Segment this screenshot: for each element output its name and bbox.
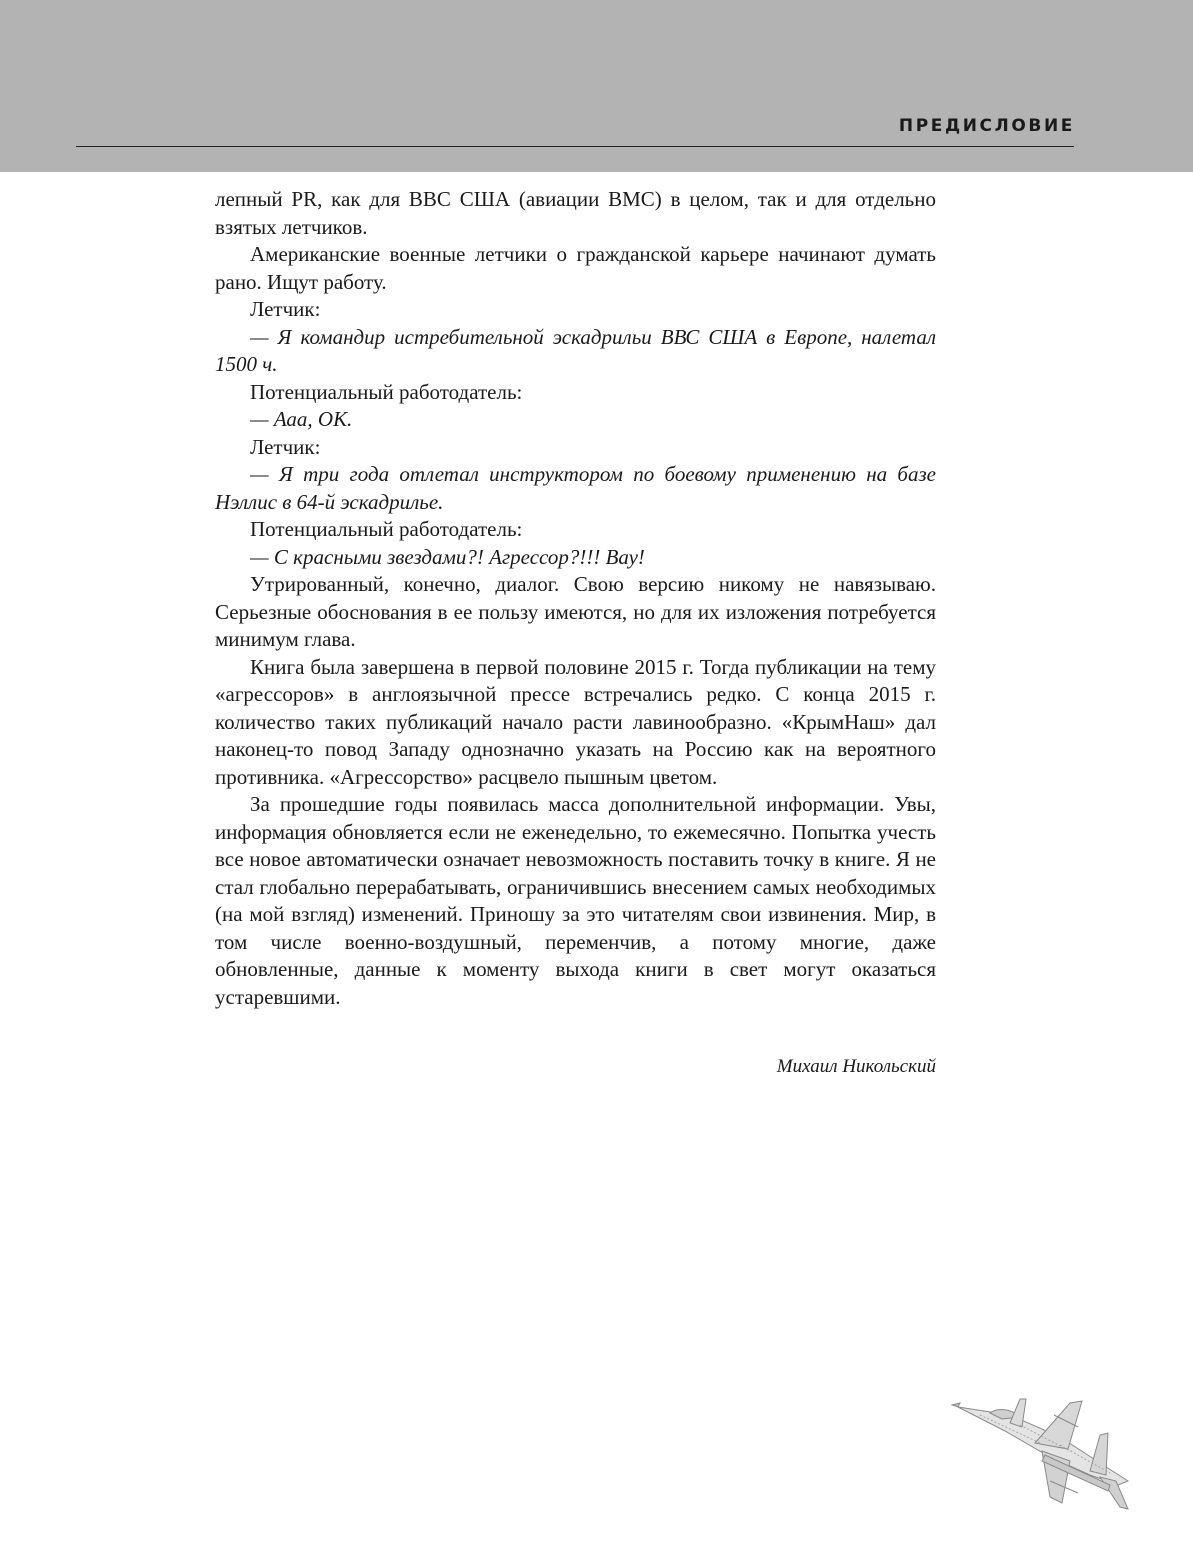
dialogue-line: — Ааа, ОК. bbox=[250, 407, 353, 431]
dialogue-line: — Я три года отлетал инструктором по боевому применению на базе Нэллис в 64-й эскадрилье. bbox=[215, 462, 936, 514]
paragraph: Американские военные летчики о гражданской карьере начинают думать рано. Ищут работу. bbox=[215, 242, 936, 294]
fighter-jet-icon bbox=[950, 1385, 1140, 1520]
header-rule bbox=[76, 146, 1074, 147]
speaker-label: Летчик: bbox=[250, 297, 321, 321]
dialogue-line: — Я командир истребительной эскадрильи ВВС США в Европе, налетал 1500 ч. bbox=[215, 324, 936, 376]
dialogue-line: — С красными звездами?! Агрессор?!!! Вау! bbox=[250, 544, 645, 569]
section-title: ПРЕДИСЛОВИЕ bbox=[898, 116, 1075, 136]
paragraph: Утрированный, конечно, диалог. Свою версию никому не навязываю. Серьезные обоснования в ее пользу имеются, но для их изложения потребуется минимум глава. bbox=[215, 572, 936, 651]
speaker-label: Потенциальный работодатель: bbox=[250, 379, 523, 404]
speaker-label: Летчик: bbox=[250, 434, 321, 459]
paragraph-continuation: лепный PR, как для ВВС США (авиации ВМС) в целом, так и для отдельно взятых летчиков. bbox=[215, 187, 936, 239]
speaker-label: Потенциальный работодатель: bbox=[250, 517, 523, 541]
paragraph: Книга была завершена в первой половине 2015 г. Тогда публикации на тему «агрессоров» в англоязычной прессе встречались редко. С конца 2015 г. количество таких публикаций начало расти лавинообразно. «КрымНаш» дал наконец-то повод Западу однозначно указать на Россию как на вероятного противника. «Агрессорство» расцвело пышным цветом. bbox=[215, 654, 936, 789]
paragraph: За прошедшие годы появилась масса дополнительной информации. Увы, информация обновляется если не еженедельно, то ежемесячно. Попытка учесть все новое автоматически означает невозможность поставить точку в книге. Я не стал глобально перерабатывать, ограничившись внесением самых необходимых (на мой взгляд) изменений. Приношу за это читателям свои извинения. Мир, в том числе военно-воздушный, переменчив, а потому многие, даже обновленные, данные к моменту выхода книги в свет могут оказаться устаревшими. bbox=[215, 792, 936, 1009]
author-signature: Михаил Никольский bbox=[776, 1056, 936, 1077]
body-text bbox=[215, 186, 936, 1011]
